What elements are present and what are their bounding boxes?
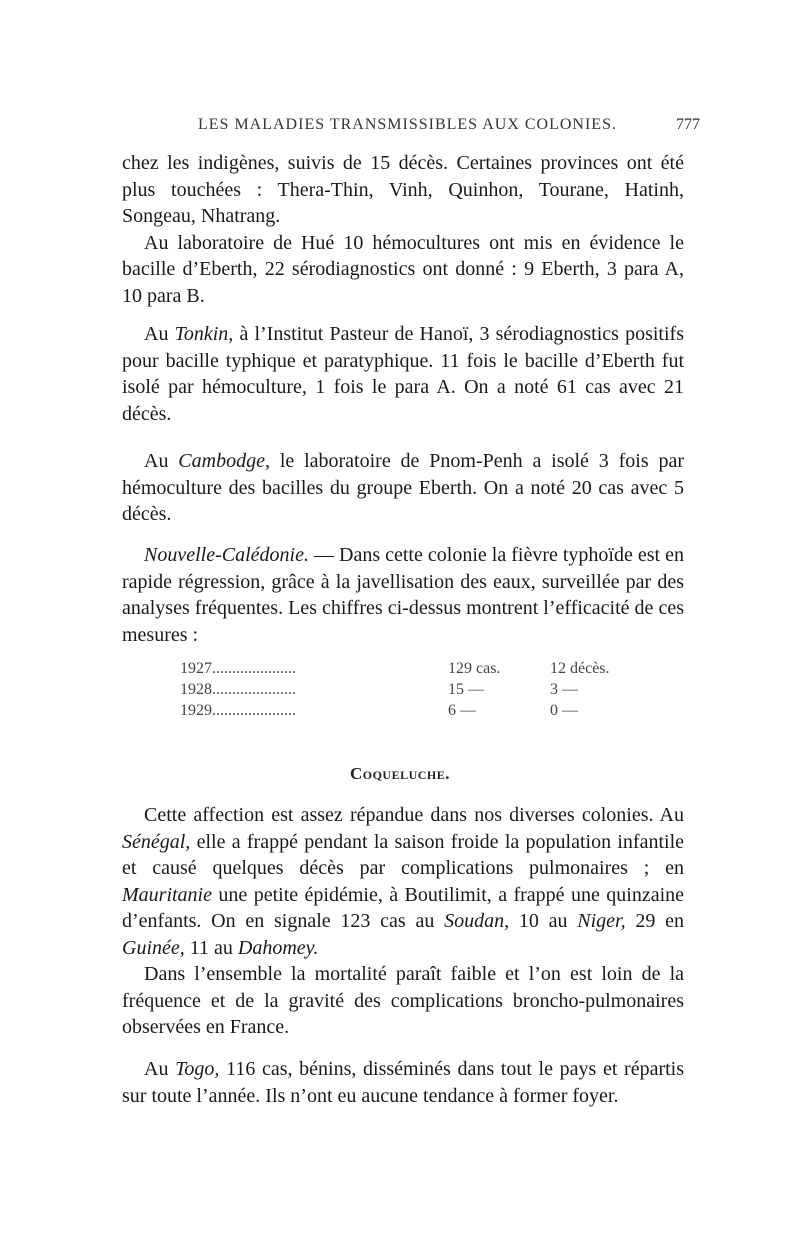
caledonie-text: — Dans cette colonie la fièvre typhoïde est en rapide régression, grâce à la javellisation des eaux, surveillée par des analyses fréquentes. Les chiffres ci-dessus montrent l’efficacité de ces mesures : <box>122 544 685 646</box>
place-dahomey: Dahomey. <box>237 936 319 959</box>
paragraph-annam <box>122 150 684 309</box>
table-cases: 6 — <box>448 702 476 719</box>
paragraph-provinces: chez les indigènes, suivis de 15 décès. Certaines provinces ont été plus touchées : Thera-Thin, Vinh, Quinhon, Tourane, Hatinh, Songeau, Nhatrang. <box>122 152 684 227</box>
paragraph-ensemble: Dans l’ensemble la mortalité paraît faible et l’on est loin de la fréquence et de la gravité des complications broncho-pulmonaires observées en France. <box>122 963 684 1038</box>
paragraph-caledonie <box>122 542 684 648</box>
table-row <box>180 702 640 723</box>
table-row <box>180 660 640 681</box>
paragraph-cambodge <box>122 448 684 528</box>
place-senegal: Sénégal, <box>122 830 191 853</box>
place-togo: Togo, <box>175 1058 220 1080</box>
table-deaths: 12 décès. <box>550 660 610 677</box>
place-soudan: Soudan, <box>444 910 510 932</box>
table-deaths: 3 — <box>550 681 578 698</box>
table-year: 1928..................... <box>180 681 296 698</box>
place-guinee: Guinée, <box>122 936 185 959</box>
paragraph-togo: Au Togo, 116 cas, bénins, disséminés dans tout le pays et répartis sur toute l’année. Ils n’ont eu aucune tendance à former foyer. <box>122 1058 684 1107</box>
tonkin-text: à l’Institut Pasteur de Hanoï, 3 sérodiagnostics positifs pour bacille typhique et paratyphique. 11 fois le bacille d’Eberth fut isolé par hémoculture, 1 fois le para A. On a noté 61 cas avec 21 décès. <box>122 323 684 425</box>
paragraph-coqueluche: Cette affection est assez répandue dans nos diverses colonies. Au Sénégal, elle a frappé pendant la saison froide la population infantile et causé quelques décès par complications pulmonaires ; en Mauritanie une petite épidémie, à Boutilimit, a frappé une quinzaine d’enfants. On en signale 123 cas au Soudan, 10 au Niger, 29 en Guinée, 11 au Dahomey. <box>122 804 685 959</box>
table-deaths: 0 — <box>550 702 578 719</box>
table-cases: 15 — <box>448 681 484 698</box>
paragraph-tonkin: Au Tonkin, à l’Institut Pasteur de Hanoï, 3 sérodiagnostics positifs pour bacille typhique et paratyphique. 11 fois le bacille d’Eberth fut isolé par hémoculture, 1 fois le para A. On a noté 61 cas avec 21 décès. <box>122 323 684 425</box>
running-title: LES MALADIES TRANSMISSIBLES AUX COLONIES. <box>198 116 617 133</box>
place-tonkin: Tonkin, <box>174 323 234 345</box>
place-caledonie: Nouvelle-Calédonie. <box>144 544 309 566</box>
page-number: 777 <box>676 116 700 133</box>
cambodge-prefix: Au <box>144 450 169 472</box>
place-cambodge: Cambodge, <box>178 450 270 472</box>
place-mauritanie: Mauritanie <box>122 883 212 906</box>
table-cases: 129 cas. <box>448 660 501 677</box>
typhoid-table <box>180 660 640 723</box>
table-year: 1927..................... <box>180 660 296 677</box>
cambodge-text: le laboratoire de Pnom-Penh a isolé 3 fois par hémoculture des bacilles du groupe Eberth. On a noté 20 cas avec 5 décès. <box>122 450 684 525</box>
table-row <box>180 681 640 702</box>
place-niger: Niger, <box>577 910 626 932</box>
section-heading: Coqueluche. <box>349 764 451 783</box>
paragraph-hue: Au laboratoire de Hué 10 hémocultures ont mis en évidence le bacille d’Eberth, 22 sérodiagnostics ont donné : 9 Eberth, 3 para A, 10 para B. <box>122 231 684 307</box>
table-year: 1929..................... <box>180 702 296 719</box>
